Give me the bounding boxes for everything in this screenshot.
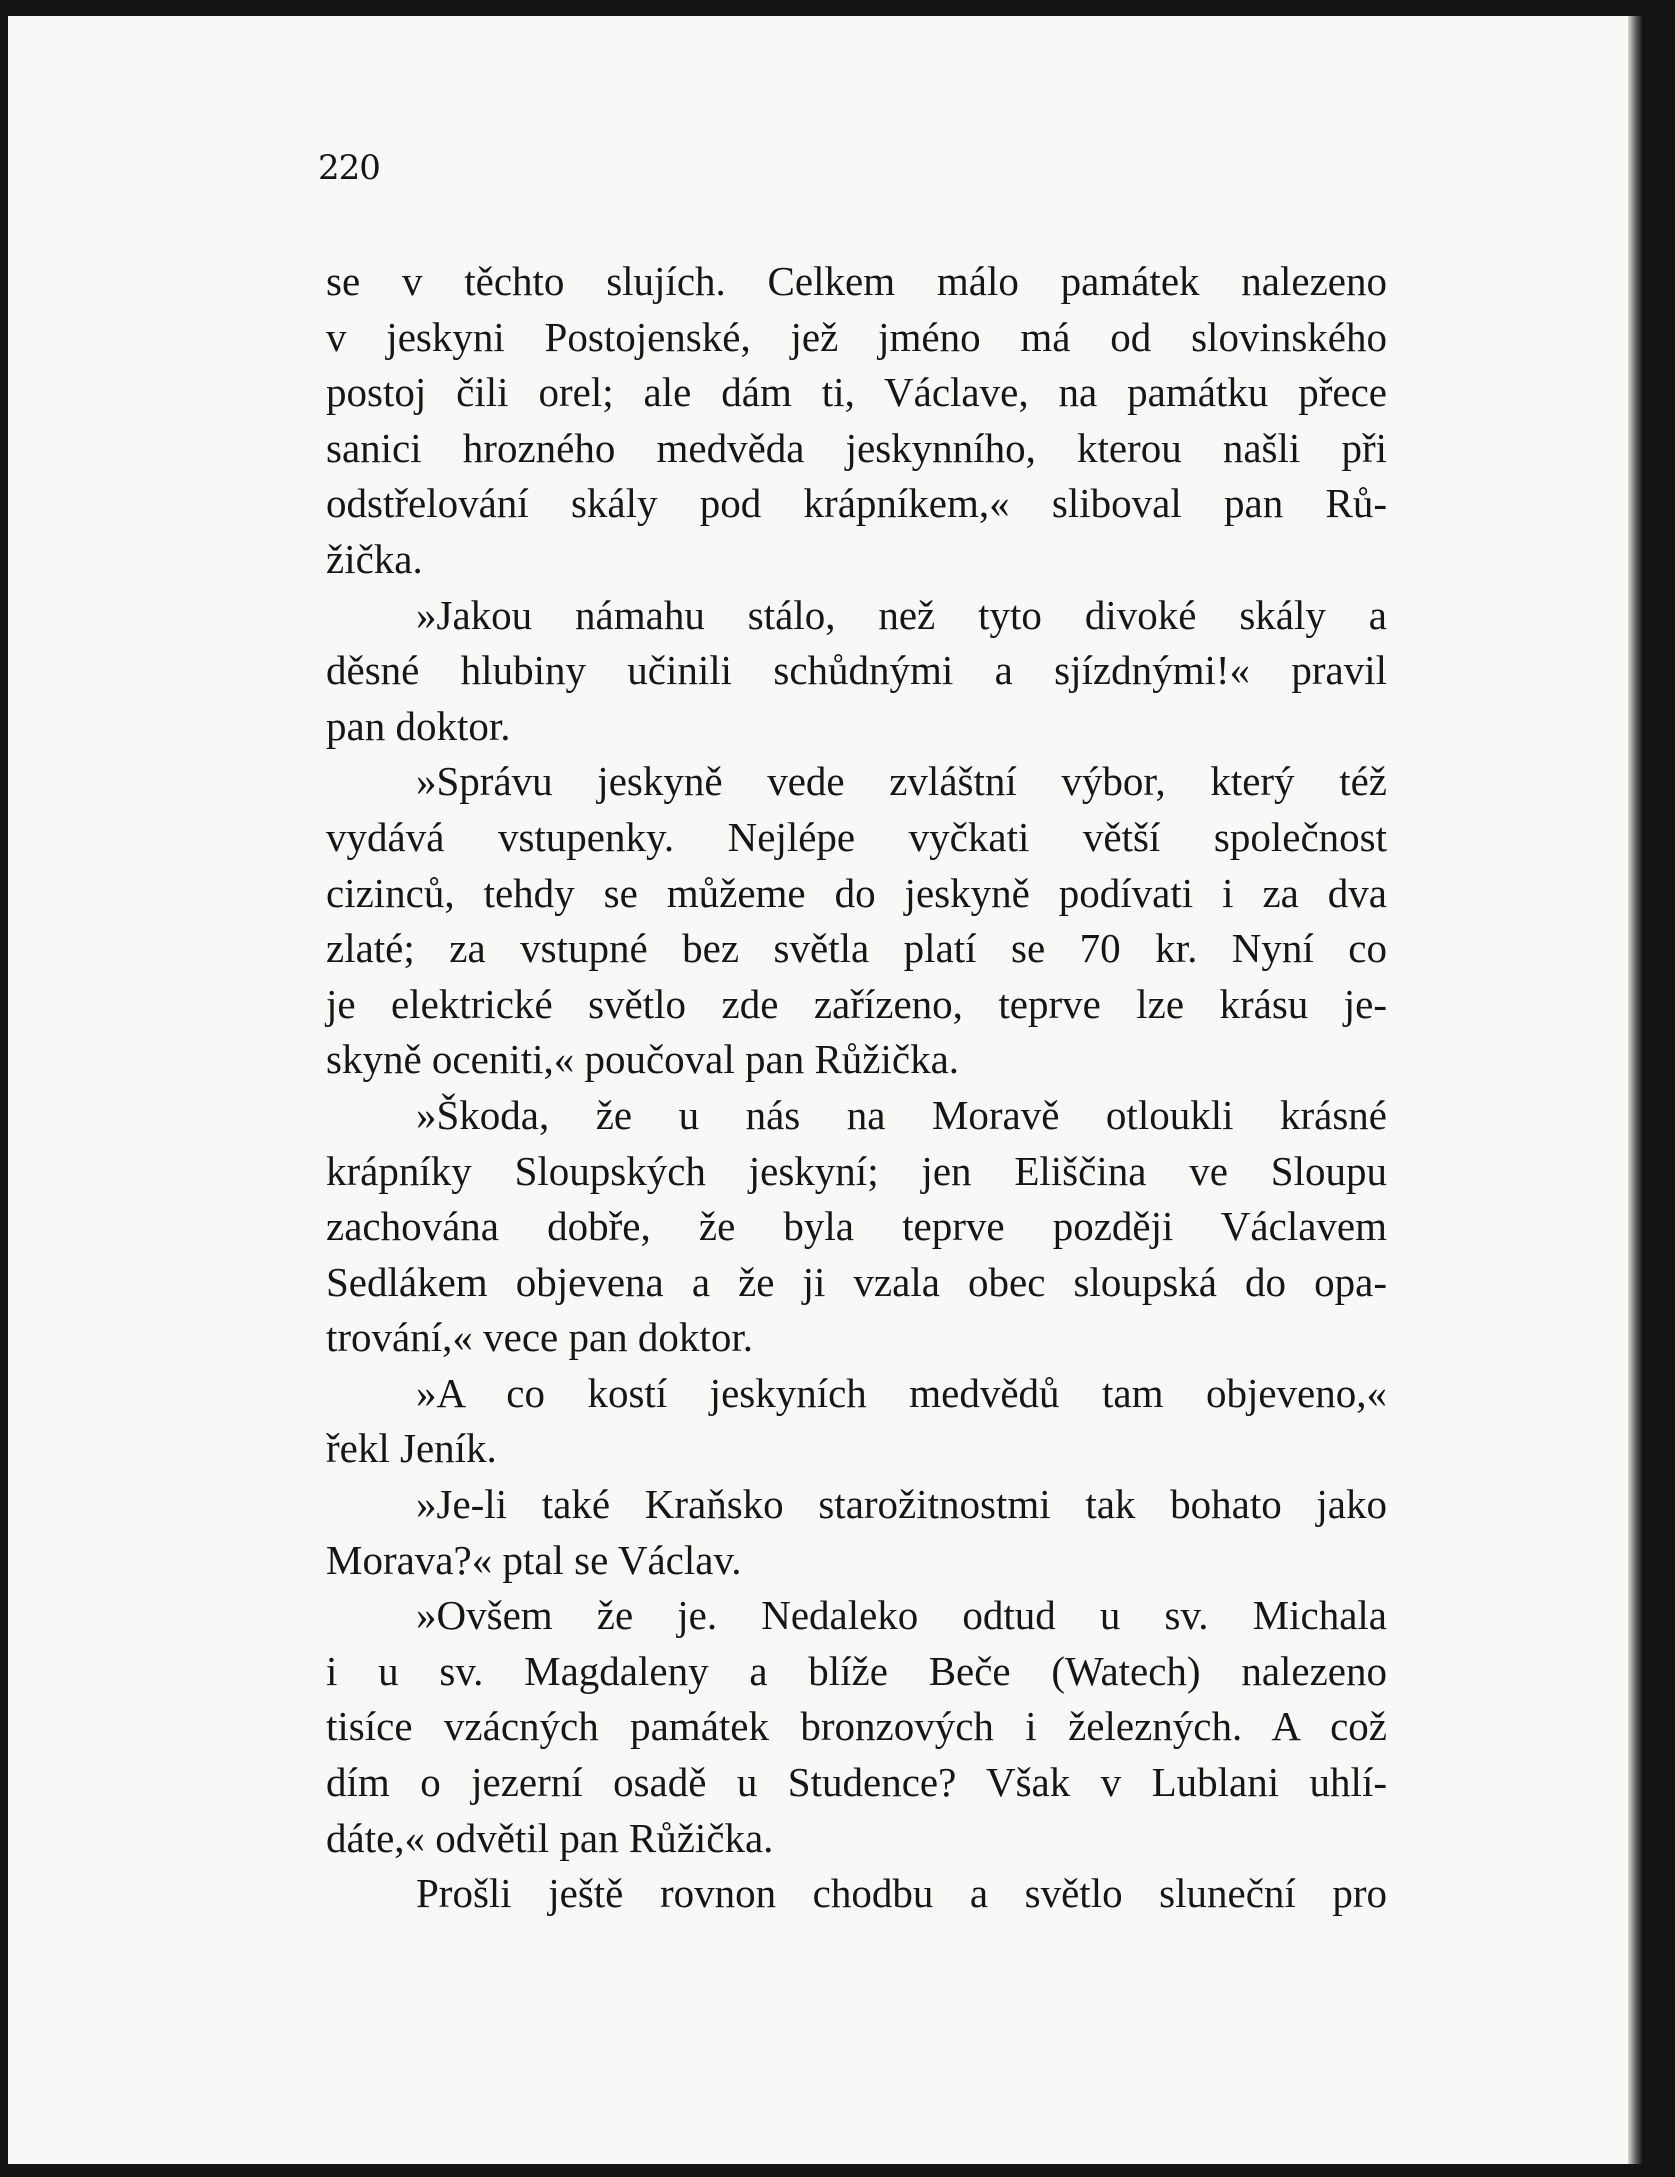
text-line: »Správu jeskyně vede zvláštní výbor, který též (416, 758, 1387, 805)
text-line: v jeskyni Postojenské, jež jméno má od slovinského (326, 313, 1387, 360)
text-line: se v těchto slujích. Celkem málo památek nalezeno (326, 258, 1387, 304)
text-line: zlaté; za vstupné bez světla platí se 70 kr. Nyní co (326, 925, 1387, 972)
text-line: cizinců, tehdy se můžeme do jeskyně podívati i za dva (326, 869, 1387, 916)
text-line: řekl Jeník. (326, 1425, 497, 1472)
text-line: trování,« vece pan doktor. (326, 1314, 753, 1361)
text-line: vydává vstupenky. Nejlépe vyčkati větší společnost (326, 813, 1387, 860)
text-line: »Je-li také Kraňsko starožitnostmi tak bohato jako (416, 1481, 1387, 1528)
text-line: žička. (326, 535, 423, 582)
text-line: skyně oceniti,« poučoval pan Růžička. (326, 1036, 960, 1083)
text-line: dáte,« odvětil pan Růžička. (326, 1814, 774, 1861)
text-line: »Ovšem že je. Nedaleko odtud u sv. Michala (416, 1592, 1387, 1639)
text-line: »Škoda, že u nás na Moravě otloukli krásné (416, 1091, 1387, 1138)
text-line: Sedlákem objevena a že ji vzala obec sloupská do opa- (326, 1258, 1387, 1305)
text-line: »Jakou námahu stálo, než tyto divoké skály a (416, 591, 1387, 638)
text-line: tisíce vzácných památek bronzových i železných. A což (326, 1703, 1387, 1750)
text-line: krápníky Sloupských jeskyní; jen Eliščina ve Sloupu (326, 1147, 1387, 1194)
text-line: i u sv. Magdaleny a blíže Beče (Watech) nalezeno (326, 1647, 1387, 1694)
text-line: odstřelování skály pod krápníkem,« sliboval pan Rů- (326, 480, 1387, 527)
body-text (326, 254, 1387, 1922)
page-number: 220 (318, 148, 380, 188)
text-line: postoj čili orel; ale dám ti, Václave, na památku přece (326, 369, 1387, 416)
text-line: Prošli ještě rovnon chodbu a světlo sluneční pro (416, 1870, 1387, 1917)
text-line: dím o jezerní osadě u Studence? Však v Lublani uhlí- (326, 1759, 1387, 1806)
text-line: »A co kostí jeskyních medvědů tam objeveno,« (416, 1369, 1387, 1416)
text-line: sanici hrozného medvěda jeskynního, kterou našli při (326, 424, 1387, 471)
text-line: zachována dobře, že byla teprve později Václavem (326, 1203, 1387, 1250)
text-line: je elektrické světlo zde zařízeno, teprve lze krásu je- (326, 980, 1387, 1027)
text-line: pan doktor. (326, 702, 511, 749)
page-edge-shadow (1628, 16, 1642, 2164)
text-line: Morava?« ptal se Václav. (326, 1536, 742, 1583)
text-line: děsné hlubiny učinili schůdnými a sjízdnými!« pravil (326, 647, 1387, 694)
